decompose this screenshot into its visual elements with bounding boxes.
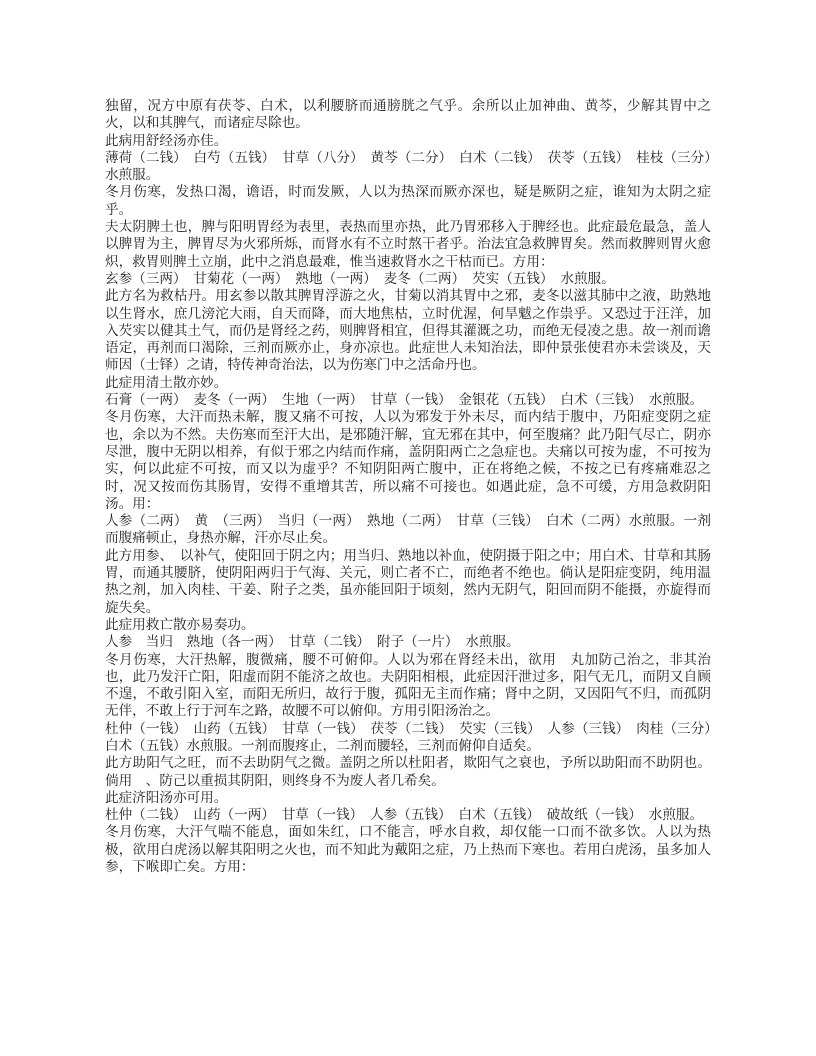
prescription-line: 人参 当归 熟地（各一两） 甘草（二钱） 附子（一片） 水煎服。 <box>105 634 520 650</box>
document-body <box>105 97 725 875</box>
paragraph: 此方名为救枯丹。用玄参以散其脾胃浮游之火，甘菊以消其胃中之邪，麦冬以滋其肺中之液，助熟地以生肾水，庶几滂沱大雨，自天而降，而大地焦枯，立时优渥，何旱魃之作祟乎。又恐过于汪洋，加入芡实以健其土气，而仍是肾经之药，则脾肾相宜，但得其灌溉之功，而绝无侵凌之患。故一剂而谵语定，再剂而口渴除，三剂而厥亦止，身亦凉也。此症世人未知治法，即仲景张使君亦未尝谈及，天师因（士铎）之请，特传神奇治法，以为伤寒门中之活命丹也。 <box>105 288 711 373</box>
paragraph: 此方用参、 以补气，使阳回于阴之内；用当归、熟地以补血，使阴摄于阳之中；用白术、甘草和其肠胃，而通其腰脐，使阴阳两归于气海、关元，则亡者不亡，而绝者不绝也。倘认是阳症变阴，纯用温热之剂，加入肉桂、干姜、附子之类，虽亦能回阳于顷刻，然内无阴气，阳回而阴不能摄，亦旋得而旋失矣。 <box>105 547 711 615</box>
paragraph: 此方助阳气之旺，而不去助阴气之微。盖阴之所以杜阳者，欺阳气之衰也，予所以助阳而不助阴也。倘用 、防己以重损其阴阳，则终身不为废人者几希矣。 <box>105 755 711 788</box>
paragraph: 冬月伤寒，大汗气喘不能息，面如朱红，口不能言，呼水自救，却仅能一口而不欲多饮。人以为热极，欲用白虎汤以解其阳明之火也，而不知此为戴阳之症，乃上热而下寒也。若用白虎汤，虽多加人参，下喉即亡矣。方用： <box>105 824 711 875</box>
paragraph: 冬月伤寒，大汗热解，腹微痛，腰不可俯仰。人以为邪在肾经未出，欲用 丸加防己治之，非其治也，此乃发汗亡阳，阳虚而阴不能济之故也。夫阴阳相根，此症因汗泄过多，阳气无几，而阴又自顾不遑，不敢引阳入室，而阳无所归，故行于腹，孤阳无主而作痛；肾中之阴，又因阳气不归，而孤阴无伴，不敢上行于河车之路，故腰不可以俯仰。方用引阳汤治之。 <box>105 651 711 719</box>
prescription-line: 玄参（三两） 甘菊花（一两） 熟地（一两） 麦冬（二两） 芡实（五钱） 水煎服。 <box>105 270 615 286</box>
paragraph: 此症用救亡散亦易奏功。 <box>105 616 255 632</box>
paragraph: 独留，况方中原有茯苓、白术，以利腰脐而通膀胱之气乎。余所以止加神曲、黄芩，少解其胃中之火，以和其脾气，而诸症尽除也。 <box>105 98 711 131</box>
paragraph: 冬月伤寒，发热口渴，谵语，时而发厥，人以为热深而厥亦深也，疑是厥阴之症，谁知为太阴之症乎。 <box>105 184 711 217</box>
paragraph: 此症济阳汤亦可用。 <box>105 789 228 805</box>
paragraph: 夫太阴脾土也，脾与阳明胃经为表里，表热而里亦热，此乃胃邪移入于脾经也。此症最危最急，盖人以脾胃为主，脾胃尽为火邪所烁，而肾水有不立时熬干者乎。治法宜急救脾胃矣。然而救脾则胃火愈炽，救胃则脾土立崩，此中之消息最难，惟当速救肾水之干枯而已。方用： <box>105 219 711 269</box>
prescription-line: 石膏（一两） 麦冬（一两） 生地（一两） 甘草（一钱） 金银花（五钱） 白术（三钱） 水煎服。 <box>105 392 704 408</box>
prescription-line: 薄荷（二钱） 白芍（五钱） 甘草（八分） 黄芩（二分） 白术（二钱） 茯苓（五钱） 桂枝（三分） 水煎服。 <box>105 149 725 183</box>
paragraph: 此病用舒经汤亦佳。 <box>105 132 228 148</box>
paragraph: 冬月伤寒，大汗而热未解，腹又痛不可按，人以为邪发于外未尽，而内结于腹中，乃阳症变阴之症也，余以为不然。夫伤寒而至汗大出，是邪随汗解，宜无邪在其中，何至腹痛？此乃阳气尽亡，阴亦尽泄，腹中无阴以相养，有似于邪之内结而作痛，盖阴阳两亡之急症也。夫痛以可按为虚，不可按为实，何以此症不可按，而又以为虚乎？不知阴阳两亡腹中，正在将绝之候，不按之已有疼痛难忍之时，况又按而伤其肠胃，安得不重增其苦，所以痛不可接也。如遇此症，急不可缓，方用急救阴阳汤。用： <box>105 409 711 511</box>
prescription-line: 杜仲（二钱） 山药（一两） 甘草（一钱） 人参（五钱） 白术（五钱） 破故纸（一钱） 水煎服。 <box>105 807 704 823</box>
prescription-line: 人参（二两） 黄 （三两） 当归（一两） 熟地（二两） 甘草（三钱） 白术（二两）水煎服。一剂而腹痛顿止，身热亦解，汗亦尽止矣。 <box>105 513 711 546</box>
paragraph: 此症用清土散亦妙。 <box>105 374 228 390</box>
prescription-line: 杜仲（一钱） 山药（五钱） 甘草（一钱） 茯苓（二钱） 芡实（三钱） 人参（三钱） 肉桂（三分）白术（五钱）水煎服。一剂而腹疼止，二剂而腰轻，三剂而俯仰自适矣。 <box>105 720 711 753</box>
